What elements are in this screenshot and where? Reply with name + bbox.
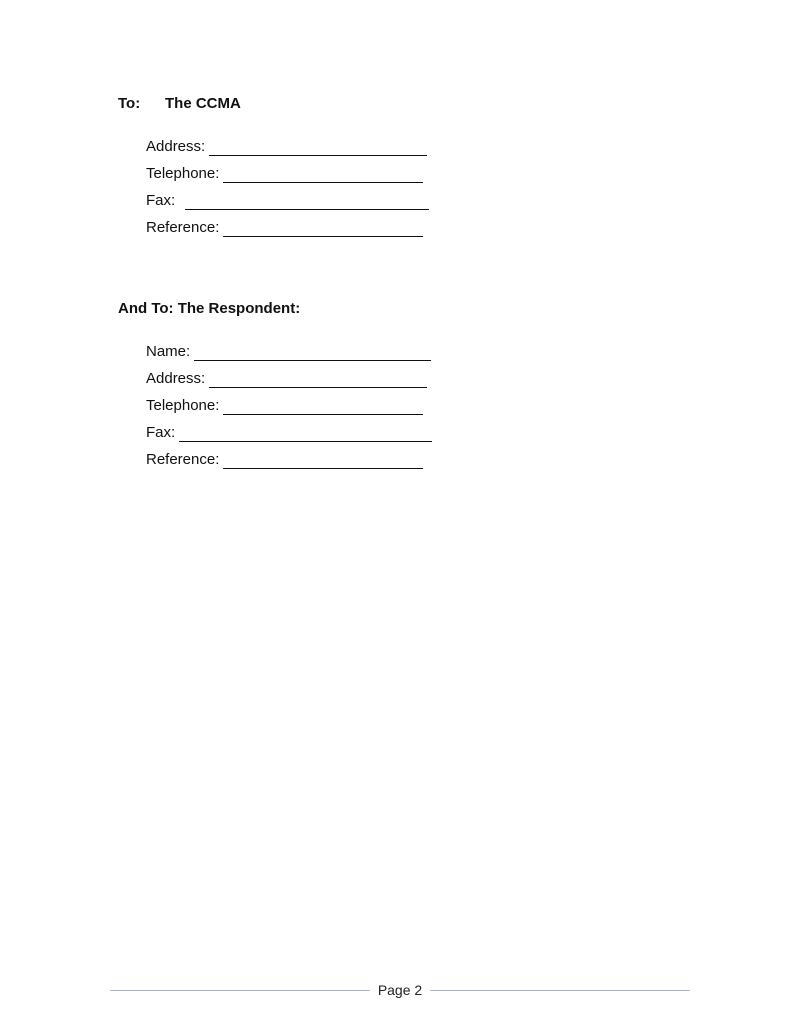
field-label: Fax: (146, 192, 176, 209)
to-title: The CCMA (165, 95, 241, 112)
respondent-name-field[interactable] (146, 343, 431, 361)
respondent-fax-field[interactable] (146, 424, 432, 442)
footer-rule-left (110, 990, 370, 991)
blank-line[interactable] (223, 222, 423, 237)
field-label: Telephone: (146, 397, 220, 414)
respondent-reference-field[interactable] (146, 451, 423, 469)
ccma-address-field[interactable] (146, 138, 427, 156)
blank-line[interactable] (223, 168, 423, 183)
to-heading (118, 95, 241, 113)
ccma-telephone-field[interactable] (146, 165, 423, 183)
respondent-address-field[interactable] (146, 370, 427, 388)
blank-line[interactable] (223, 454, 423, 469)
page-number: Page 2 (377, 982, 423, 998)
blank-line[interactable] (223, 400, 423, 415)
field-label: Reference: (146, 219, 220, 236)
field-label: Address: (146, 138, 206, 155)
blank-line[interactable] (194, 346, 431, 361)
blank-line[interactable] (209, 141, 427, 156)
respondent-heading: And To: The Respondent: (118, 300, 301, 317)
to-prefix: To: (118, 95, 141, 112)
ccma-reference-field[interactable] (146, 219, 423, 237)
respondent-telephone-field[interactable] (146, 397, 423, 415)
blank-line[interactable] (179, 427, 432, 442)
blank-line[interactable] (209, 373, 427, 388)
field-label: Reference: (146, 451, 220, 468)
page-footer (110, 980, 690, 1000)
blank-line[interactable] (185, 195, 429, 210)
field-label: Fax: (146, 424, 176, 441)
footer-rule-right (430, 990, 690, 991)
field-label: Name: (146, 343, 191, 360)
field-label: Address: (146, 370, 206, 387)
field-label: Telephone: (146, 165, 220, 182)
ccma-fax-field[interactable] (146, 192, 429, 210)
